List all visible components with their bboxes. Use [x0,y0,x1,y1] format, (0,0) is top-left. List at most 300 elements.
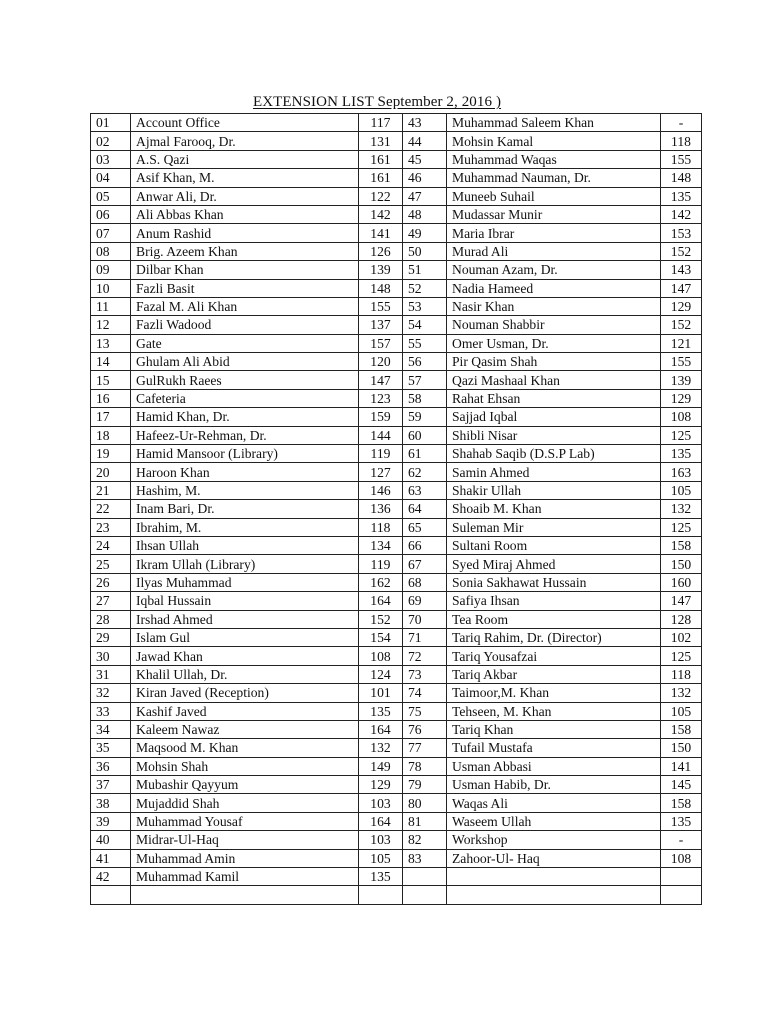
name-right: Usman Habib, Dr. [447,776,661,794]
serial-number-left: 26 [91,573,131,591]
extension-left: 136 [359,500,403,518]
serial-number-left: 39 [91,812,131,830]
serial-number-left: 11 [91,297,131,315]
name-left: Irshad Ahmed [131,610,359,628]
extension-left: 127 [359,463,403,481]
name-right: Tariq Khan [447,720,661,738]
serial-number-right: 63 [403,481,447,499]
name-left: Inam Bari, Dr. [131,500,359,518]
extension-left [359,886,403,904]
name-right: Usman Abbasi [447,757,661,775]
name-left: Gate [131,334,359,352]
table-row [91,886,702,904]
name-right: Nadia Hameed [447,279,661,297]
name-right: Tehseen, M. Khan [447,702,661,720]
name-left: Islam Gul [131,628,359,646]
extension-left: 152 [359,610,403,628]
name-left: Ali Abbas Khan [131,205,359,223]
extension-left: 146 [359,481,403,499]
name-right: Taimoor,M. Khan [447,684,661,702]
name-right: Safiya Ihsan [447,592,661,610]
table-row [91,536,702,554]
table-row [91,628,702,646]
serial-number-right: 47 [403,187,447,205]
serial-number-right: 64 [403,500,447,518]
extension-left: 155 [359,297,403,315]
table-row [91,812,702,830]
table-row [91,776,702,794]
extension-right: 145 [661,776,702,794]
name-right: Shoaib M. Khan [447,500,661,518]
extension-right: 155 [661,150,702,168]
name-right: Rahat Ehsan [447,389,661,407]
name-left: Ajmal Farooq, Dr. [131,132,359,150]
extension-left: 149 [359,757,403,775]
name-right: Shibli Nisar [447,426,661,444]
name-left: Ihsan Ullah [131,536,359,554]
name-left: Jawad Khan [131,647,359,665]
extension-right [661,868,702,886]
name-left: Asif Khan, M. [131,169,359,187]
serial-number-left: 12 [91,316,131,334]
name-left: Fazli Basit [131,279,359,297]
table-row [91,702,702,720]
table-row [91,794,702,812]
name-left: Hafeez-Ur-Rehman, Dr. [131,426,359,444]
extension-left: 148 [359,279,403,297]
extension-right [661,886,702,904]
name-left: Hamid Khan, Dr. [131,408,359,426]
serial-number-left: 15 [91,371,131,389]
extension-table [90,113,702,905]
extension-left: 147 [359,371,403,389]
name-right: Murad Ali [447,242,661,260]
table-row [91,445,702,463]
serial-number-left: 31 [91,665,131,683]
serial-number-left: 07 [91,224,131,242]
table-row [91,555,702,573]
serial-number-right: 53 [403,297,447,315]
table-row [91,518,702,536]
extension-right: 108 [661,408,702,426]
serial-number-right: 77 [403,739,447,757]
name-left: Brig. Azeem Khan [131,242,359,260]
extension-right: 121 [661,334,702,352]
serial-number-right: 74 [403,684,447,702]
extension-right: 135 [661,187,702,205]
extension-left: 142 [359,205,403,223]
extension-right: 105 [661,481,702,499]
serial-number-right: 54 [403,316,447,334]
name-right: Samin Ahmed [447,463,661,481]
serial-number-right: 55 [403,334,447,352]
name-left: Hamid Mansoor (Library) [131,445,359,463]
serial-number-left: 38 [91,794,131,812]
name-left: Midrar-Ul-Haq [131,831,359,849]
name-right: Qazi Mashaal Khan [447,371,661,389]
serial-number-left: 33 [91,702,131,720]
table-row [91,665,702,683]
name-left: Maqsood M. Khan [131,739,359,757]
extension-right: 147 [661,279,702,297]
serial-number-left: 24 [91,536,131,554]
extension-right: 153 [661,224,702,242]
name-left: A.S. Qazi [131,150,359,168]
name-right: Muhammad Saleem Khan [447,114,661,132]
extension-right: 108 [661,849,702,867]
table-row [91,242,702,260]
name-right: Muhammad Nauman, Dr. [447,169,661,187]
extension-right: 152 [661,316,702,334]
extension-left: 154 [359,628,403,646]
extension-left: 124 [359,665,403,683]
name-right: Nouman Azam, Dr. [447,261,661,279]
serial-number-right [403,868,447,886]
name-right: Waqas Ali [447,794,661,812]
name-right: Muneeb Suhail [447,187,661,205]
name-left: Mujaddid Shah [131,794,359,812]
extension-right: 163 [661,463,702,481]
name-right: Shakir Ullah [447,481,661,499]
table-row [91,408,702,426]
extension-left: 120 [359,353,403,371]
extension-right: 139 [661,371,702,389]
serial-number-right: 57 [403,371,447,389]
extension-left: 164 [359,720,403,738]
name-right: Maria Ibrar [447,224,661,242]
name-right: Nouman Shabbir [447,316,661,334]
name-left: Anum Rashid [131,224,359,242]
serial-number-left: 21 [91,481,131,499]
extension-left: 135 [359,868,403,886]
extension-left: 164 [359,812,403,830]
serial-number-right: 72 [403,647,447,665]
serial-number-right: 71 [403,628,447,646]
extension-right: 155 [661,353,702,371]
extension-right: 141 [661,757,702,775]
serial-number-right: 78 [403,757,447,775]
table-row [91,279,702,297]
serial-number-right: 61 [403,445,447,463]
table-row [91,132,702,150]
table-row [91,868,702,886]
table-row [91,610,702,628]
table-row [91,463,702,481]
table-row [91,389,702,407]
name-right: Workshop [447,831,661,849]
extension-right: 118 [661,132,702,150]
serial-number-right: 51 [403,261,447,279]
name-left: Hashim, M. [131,481,359,499]
serial-number-left: 17 [91,408,131,426]
serial-number-left: 09 [91,261,131,279]
table-row [91,684,702,702]
serial-number-right: 76 [403,720,447,738]
serial-number-left: 20 [91,463,131,481]
serial-number-left: 22 [91,500,131,518]
extension-left: 157 [359,334,403,352]
serial-number-left: 37 [91,776,131,794]
name-left: Anwar Ali, Dr. [131,187,359,205]
extension-table-body [91,114,702,905]
serial-number-left: 18 [91,426,131,444]
extension-left: 126 [359,242,403,260]
serial-number-left: 35 [91,739,131,757]
name-right [447,868,661,886]
serial-number-right: 69 [403,592,447,610]
table-row [91,426,702,444]
extension-left: 132 [359,739,403,757]
serial-number-left: 32 [91,684,131,702]
serial-number-left: 19 [91,445,131,463]
extension-right: 152 [661,242,702,260]
table-row [91,757,702,775]
serial-number-right: 67 [403,555,447,573]
extension-right: 148 [661,169,702,187]
serial-number-left: 29 [91,628,131,646]
serial-number-right [403,886,447,904]
name-left: Mohsin Shah [131,757,359,775]
extension-right: 125 [661,647,702,665]
serial-number-left: 13 [91,334,131,352]
name-left: Mubashir Qayyum [131,776,359,794]
name-left: Khalil Ullah, Dr. [131,665,359,683]
name-left: Fazli Wadood [131,316,359,334]
serial-number-right: 68 [403,573,447,591]
table-row [91,261,702,279]
serial-number-left: 14 [91,353,131,371]
extension-right: 135 [661,445,702,463]
name-right: Suleman Mir [447,518,661,536]
serial-number-right: 48 [403,205,447,223]
serial-number-left: 08 [91,242,131,260]
serial-number-right: 60 [403,426,447,444]
name-left: Muhammad Amin [131,849,359,867]
extension-left: 134 [359,536,403,554]
table-row [91,573,702,591]
extension-right: - [661,831,702,849]
extension-right: 125 [661,518,702,536]
serial-number-right: 58 [403,389,447,407]
table-row [91,831,702,849]
serial-number-right: 52 [403,279,447,297]
serial-number-left: 03 [91,150,131,168]
serial-number-left: 02 [91,132,131,150]
extension-left: 135 [359,702,403,720]
extension-right: 129 [661,389,702,407]
serial-number-left: 23 [91,518,131,536]
table-row [91,114,702,132]
serial-number-right: 50 [403,242,447,260]
extension-left: 161 [359,150,403,168]
name-left: Muhammad Kamil [131,868,359,886]
serial-number-right: 81 [403,812,447,830]
extension-left: 131 [359,132,403,150]
serial-number-left: 34 [91,720,131,738]
extension-right: 160 [661,573,702,591]
name-right: Shahab Saqib (D.S.P Lab) [447,445,661,463]
name-left [131,886,359,904]
serial-number-right: 66 [403,536,447,554]
serial-number-left: 16 [91,389,131,407]
extension-left: 118 [359,518,403,536]
name-right: Waseem Ullah [447,812,661,830]
extension-right: 150 [661,555,702,573]
serial-number-right: 44 [403,132,447,150]
table-row [91,481,702,499]
extension-right: 129 [661,297,702,315]
extension-left: 103 [359,831,403,849]
extension-right: 105 [661,702,702,720]
table-row [91,371,702,389]
table-row [91,720,702,738]
table-row [91,150,702,168]
name-left: Kashif Javed [131,702,359,720]
extension-right: 132 [661,684,702,702]
table-row [91,316,702,334]
name-left: Ilyas Muhammad [131,573,359,591]
extension-right: 102 [661,628,702,646]
extension-left: 159 [359,408,403,426]
name-right [447,886,661,904]
serial-number-right: 70 [403,610,447,628]
extension-right: 128 [661,610,702,628]
serial-number-right: 75 [403,702,447,720]
serial-number-left: 06 [91,205,131,223]
name-left: Kaleem Nawaz [131,720,359,738]
extension-right: 125 [661,426,702,444]
name-right: Tariq Yousafzai [447,647,661,665]
serial-number-right: 73 [403,665,447,683]
serial-number-right: 82 [403,831,447,849]
extension-left: 119 [359,445,403,463]
extension-right: 158 [661,536,702,554]
name-left: Ibrahim, M. [131,518,359,536]
extension-left: 105 [359,849,403,867]
serial-number-right: 80 [403,794,447,812]
table-row [91,849,702,867]
extension-right: 158 [661,794,702,812]
name-right: Tariq Akbar [447,665,661,683]
extension-left: 144 [359,426,403,444]
serial-number-right: 79 [403,776,447,794]
name-right: Mudassar Munir [447,205,661,223]
serial-number-left: 27 [91,592,131,610]
serial-number-right: 43 [403,114,447,132]
extension-left: 101 [359,684,403,702]
serial-number-right: 62 [403,463,447,481]
name-left: Ikram Ullah (Library) [131,555,359,573]
name-left: Dilbar Khan [131,261,359,279]
table-row [91,739,702,757]
extension-left: 123 [359,389,403,407]
name-right: Nasir Khan [447,297,661,315]
table-row [91,592,702,610]
extension-right: 132 [661,500,702,518]
extension-left: 141 [359,224,403,242]
extension-left: 103 [359,794,403,812]
extension-left: 164 [359,592,403,610]
name-right: Tea Room [447,610,661,628]
serial-number-left [91,886,131,904]
serial-number-left: 28 [91,610,131,628]
table-row [91,353,702,371]
extension-left: 162 [359,573,403,591]
extension-left: 139 [359,261,403,279]
serial-number-left: 25 [91,555,131,573]
serial-number-right: 59 [403,408,447,426]
extension-right: - [661,114,702,132]
name-right: Muhammad Waqas [447,150,661,168]
name-right: Mohsin Kamal [447,132,661,150]
document-title [0,94,768,111]
serial-number-left: 42 [91,868,131,886]
name-right: Omer Usman, Dr. [447,334,661,352]
extension-left: 137 [359,316,403,334]
table-row [91,224,702,242]
extension-right: 135 [661,812,702,830]
name-left: Muhammad Yousaf [131,812,359,830]
serial-number-right: 56 [403,353,447,371]
serial-number-right: 49 [403,224,447,242]
name-right: Sultani Room [447,536,661,554]
table-row [91,205,702,223]
serial-number-left: 30 [91,647,131,665]
name-right: Zahoor-Ul- Haq [447,849,661,867]
table-row [91,334,702,352]
extension-left: 129 [359,776,403,794]
name-left: Iqbal Hussain [131,592,359,610]
extension-right: 118 [661,665,702,683]
name-right: Sonia Sakhawat Hussain [447,573,661,591]
serial-number-left: 36 [91,757,131,775]
serial-number-right: 46 [403,169,447,187]
extension-left: 122 [359,187,403,205]
extension-left: 117 [359,114,403,132]
extension-right: 158 [661,720,702,738]
extension-right: 150 [661,739,702,757]
table-row [91,169,702,187]
extension-left: 119 [359,555,403,573]
extension-right: 142 [661,205,702,223]
extension-right: 147 [661,592,702,610]
table-row [91,647,702,665]
serial-number-right: 83 [403,849,447,867]
name-right: Syed Miraj Ahmed [447,555,661,573]
name-left: Kiran Javed (Reception) [131,684,359,702]
serial-number-left: 04 [91,169,131,187]
name-right: Sajjad Iqbal [447,408,661,426]
table-row [91,297,702,315]
name-left: Account Office [131,114,359,132]
serial-number-left: 05 [91,187,131,205]
serial-number-right: 65 [403,518,447,536]
document-title-text: EXTENSION LIST September 2, 2016 ) [252,94,502,110]
table-row [91,187,702,205]
serial-number-left: 41 [91,849,131,867]
serial-number-left: 10 [91,279,131,297]
name-left: Cafeteria [131,389,359,407]
name-right: Tariq Rahim, Dr. (Director) [447,628,661,646]
serial-number-left: 40 [91,831,131,849]
name-left: Ghulam Ali Abid [131,353,359,371]
name-left: Haroon Khan [131,463,359,481]
extension-left: 161 [359,169,403,187]
name-right: Tufail Mustafa [447,739,661,757]
name-left: Fazal M. Ali Khan [131,297,359,315]
name-left: GulRukh Raees [131,371,359,389]
serial-number-left: 01 [91,114,131,132]
